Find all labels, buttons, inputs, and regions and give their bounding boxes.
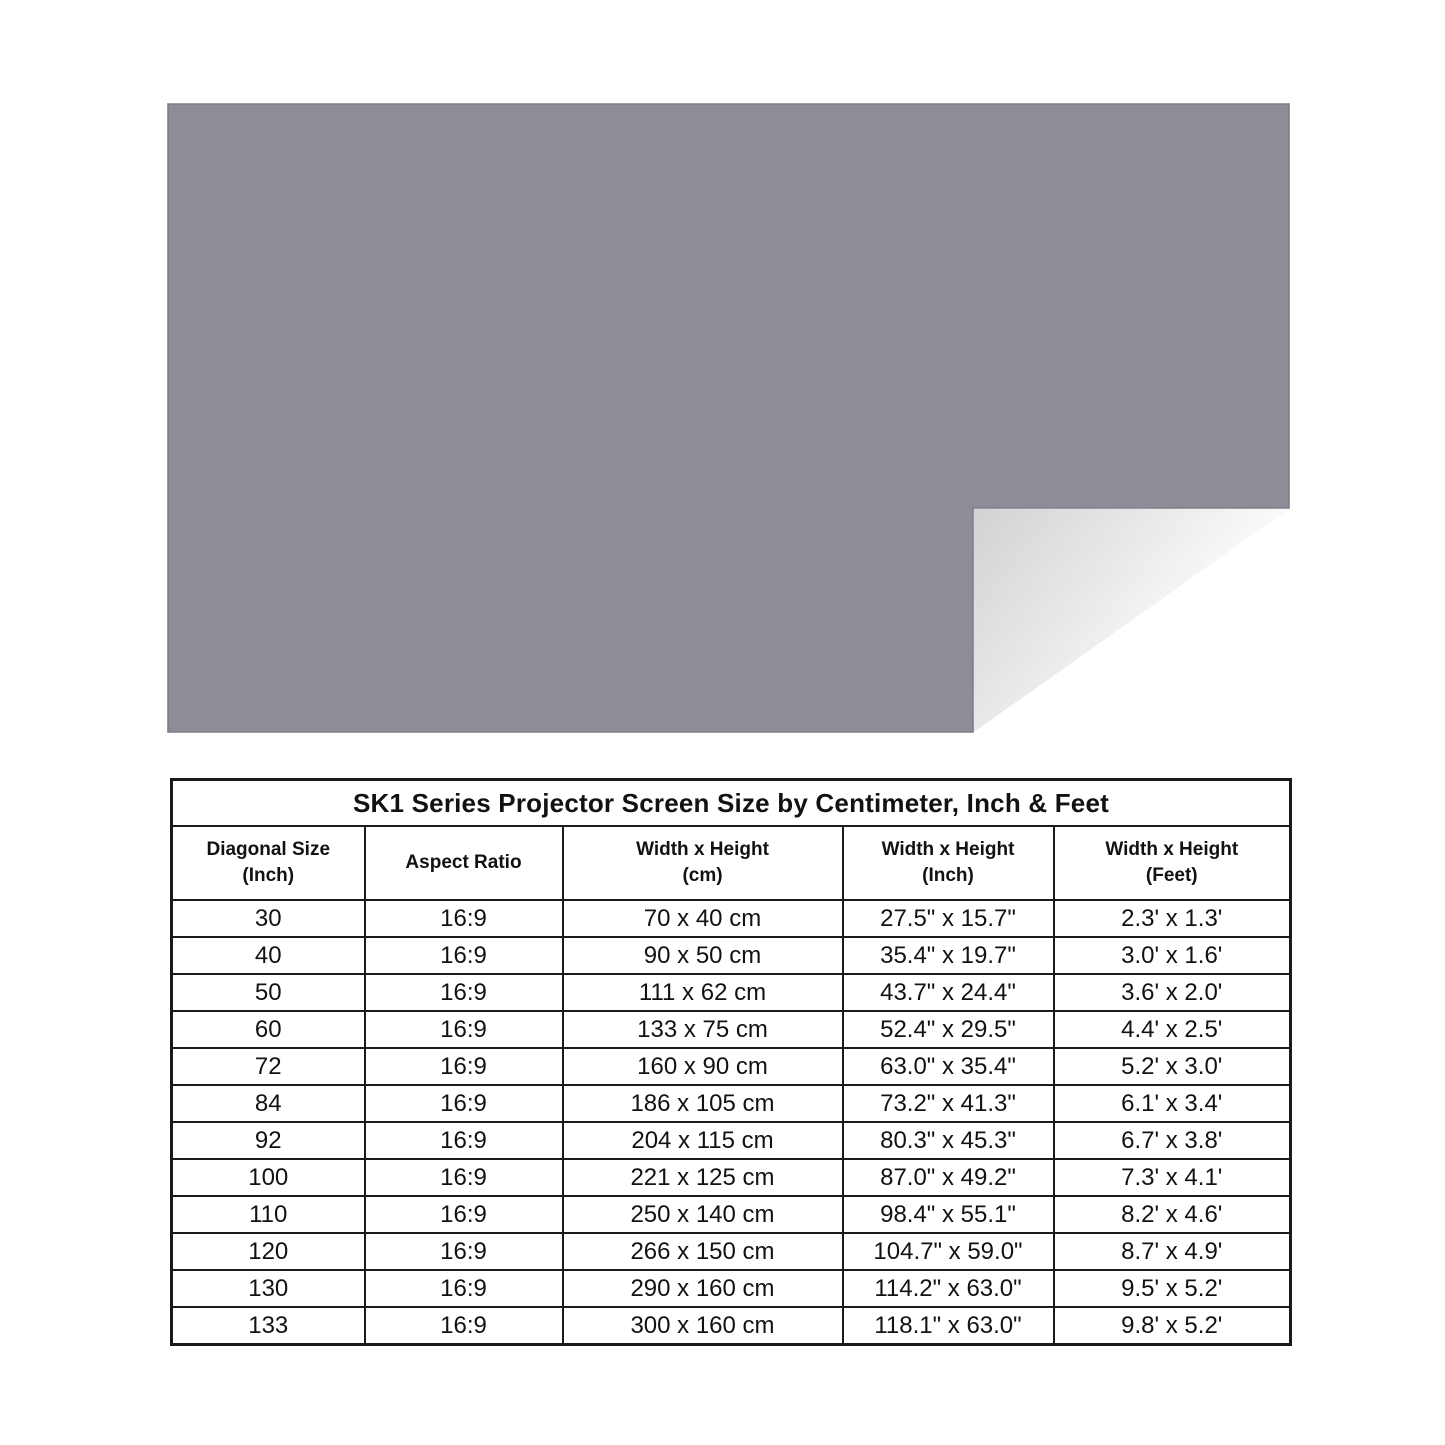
cell-diagonal: 130 [172, 1270, 365, 1307]
cell-aspect: 16:9 [365, 1307, 563, 1345]
cell-aspect: 16:9 [365, 1011, 563, 1048]
header-line: (Inch) [922, 865, 974, 886]
column-header-size-feet [1054, 826, 1291, 900]
cell-feet: 2.3' x 1.3' [1054, 900, 1291, 937]
cell-feet: 8.2' x 4.6' [1054, 1196, 1291, 1233]
screen-illustration [167, 103, 1290, 733]
cell-aspect: 16:9 [365, 937, 563, 974]
cell-diagonal: 120 [172, 1233, 365, 1270]
header-line: (Feet) [1145, 865, 1198, 886]
cell-inch: 118.1" x 63.0" [843, 1307, 1054, 1345]
table-row [172, 1233, 1291, 1270]
cell-diagonal: 60 [172, 1011, 365, 1048]
header-line: Aspect Ratio [405, 852, 522, 874]
cell-inch: 87.0" x 49.2" [843, 1159, 1054, 1196]
cell-cm: 90 x 50 cm [563, 937, 843, 974]
cell-inch: 63.0" x 35.4" [843, 1048, 1054, 1085]
cell-inch: 80.3" x 45.3" [843, 1122, 1054, 1159]
column-header-diagonal-size [172, 826, 365, 900]
table-row [172, 1196, 1291, 1233]
screen-size-table [170, 778, 1292, 1346]
column-header-aspect-ratio [365, 826, 563, 900]
table-row [172, 974, 1291, 1011]
cell-feet: 6.7' x 3.8' [1054, 1122, 1291, 1159]
cell-feet: 3.6' x 2.0' [1054, 974, 1291, 1011]
folded-corner [974, 509, 1289, 732]
cell-cm: 70 x 40 cm [563, 900, 843, 937]
cell-cm: 266 x 150 cm [563, 1233, 843, 1270]
cell-feet: 9.8' x 5.2' [1054, 1307, 1291, 1345]
table-row [172, 937, 1291, 974]
cell-inch: 98.4" x 55.1" [843, 1196, 1054, 1233]
header-line: Width x Height [1105, 839, 1239, 861]
cell-aspect: 16:9 [365, 1270, 563, 1307]
cell-inch: 35.4" x 19.7" [843, 937, 1054, 974]
table-title: SK1 Series Projector Screen Size by Centimeter, Inch & Feet [172, 780, 1291, 827]
cell-inch: 104.7" x 59.0" [843, 1233, 1054, 1270]
cell-feet: 6.1' x 3.4' [1054, 1085, 1291, 1122]
header-line: Diagonal Size [206, 839, 331, 861]
cell-cm: 221 x 125 cm [563, 1159, 843, 1196]
cell-aspect: 16:9 [365, 1048, 563, 1085]
screen-sheet [168, 104, 1289, 732]
cell-cm: 133 x 75 cm [563, 1011, 843, 1048]
table-row [172, 1307, 1291, 1345]
table-row [172, 1011, 1291, 1048]
cell-diagonal: 110 [172, 1196, 365, 1233]
cell-diagonal: 133 [172, 1307, 365, 1345]
table-row [172, 1085, 1291, 1122]
cell-feet: 3.0' x 1.6' [1054, 937, 1291, 974]
cell-cm: 160 x 90 cm [563, 1048, 843, 1085]
table-row [172, 1048, 1291, 1085]
cell-inch: 114.2" x 63.0" [843, 1270, 1054, 1307]
header-line: Width x Height [636, 839, 769, 861]
header-line: (cm) [682, 865, 723, 886]
cell-feet: 7.3' x 4.1' [1054, 1159, 1291, 1196]
cell-inch: 52.4" x 29.5" [843, 1011, 1054, 1048]
cell-cm: 300 x 160 cm [563, 1307, 843, 1345]
table-row [172, 1122, 1291, 1159]
header-line: Width x Height [881, 839, 1015, 861]
cell-diagonal: 40 [172, 937, 365, 974]
cell-feet: 5.2' x 3.0' [1054, 1048, 1291, 1085]
cell-cm: 250 x 140 cm [563, 1196, 843, 1233]
cell-feet: 9.5' x 5.2' [1054, 1270, 1291, 1307]
cell-cm: 111 x 62 cm [563, 974, 843, 1011]
column-header-size-cm [563, 826, 843, 900]
cell-feet: 8.7' x 4.9' [1054, 1233, 1291, 1270]
cell-aspect: 16:9 [365, 1196, 563, 1233]
header-line: (Inch) [242, 865, 295, 886]
cell-cm: 290 x 160 cm [563, 1270, 843, 1307]
table-row [172, 1270, 1291, 1307]
cell-aspect: 16:9 [365, 1233, 563, 1270]
cell-aspect: 16:9 [365, 900, 563, 937]
cell-aspect: 16:9 [365, 1085, 563, 1122]
cell-cm: 204 x 115 cm [563, 1122, 843, 1159]
table-title-row [172, 780, 1291, 827]
cell-diagonal: 30 [172, 900, 365, 937]
cell-aspect: 16:9 [365, 1159, 563, 1196]
cell-inch: 43.7" x 24.4" [843, 974, 1054, 1011]
cell-diagonal: 100 [172, 1159, 365, 1196]
cell-inch: 73.2" x 41.3" [843, 1085, 1054, 1122]
cell-cm: 186 x 105 cm [563, 1085, 843, 1122]
table-row [172, 1159, 1291, 1196]
cell-diagonal: 92 [172, 1122, 365, 1159]
cell-aspect: 16:9 [365, 1122, 563, 1159]
cell-aspect: 16:9 [365, 974, 563, 1011]
cell-diagonal: 84 [172, 1085, 365, 1122]
cell-inch: 27.5" x 15.7" [843, 900, 1054, 937]
cell-feet: 4.4' x 2.5' [1054, 1011, 1291, 1048]
table-row [172, 900, 1291, 937]
projector-screen-product-image [167, 103, 1290, 733]
column-header-size-inch [843, 826, 1054, 900]
cell-diagonal: 50 [172, 974, 365, 1011]
table-header-row [172, 826, 1291, 900]
cell-diagonal: 72 [172, 1048, 365, 1085]
